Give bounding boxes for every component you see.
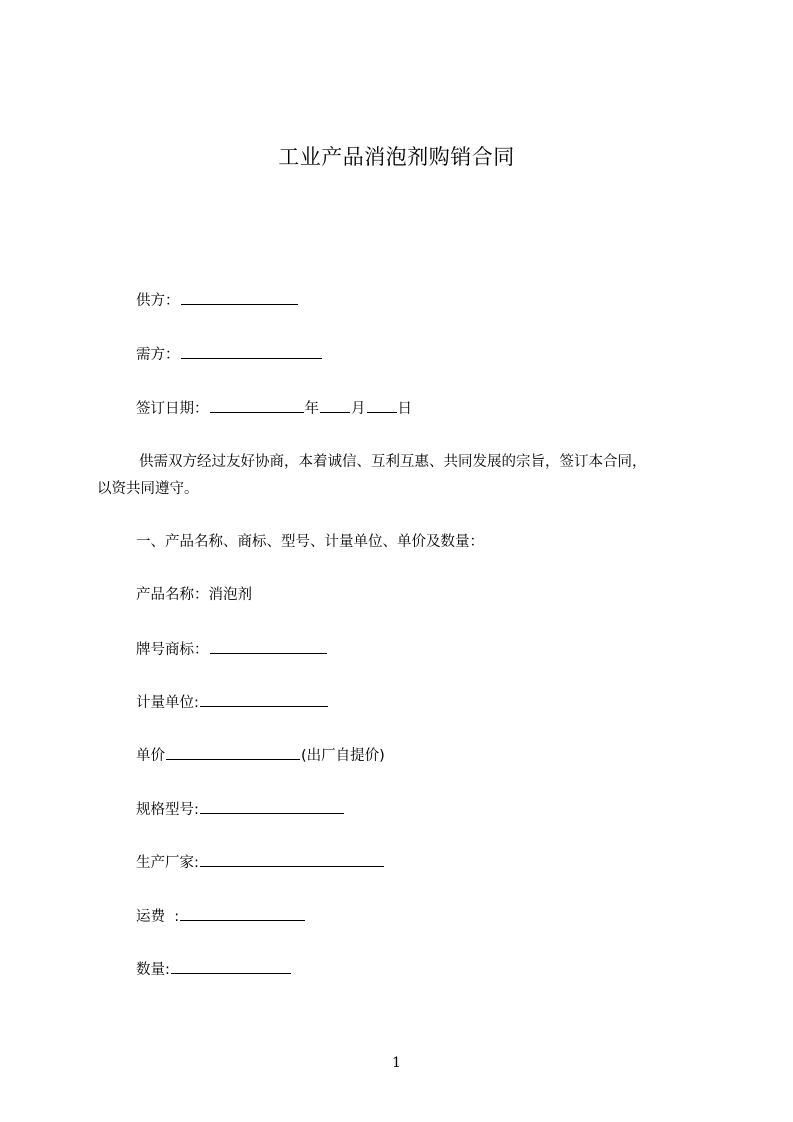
price-label: 单价 [136,748,165,764]
spec-line [136,799,345,820]
document-title: 工业产品消泡剂购销合同 [278,145,515,169]
spec-blank[interactable] [200,799,344,814]
quantity-label: 数量: [136,962,170,978]
quantity-line [136,959,292,980]
brand-blank[interactable] [210,639,327,654]
manufacturer-line [136,852,385,873]
buyer-line [136,344,323,365]
brand-label: 牌号商标： [136,642,209,658]
freight-label: 运费 : [136,909,180,925]
product-name-label: 产品名称： [136,587,209,603]
intro-paragraph [97,449,697,503]
manufacturer-blank[interactable] [200,852,384,867]
price-note: (出厂自提价) [301,748,385,764]
price-blank[interactable] [166,745,300,760]
year-blank[interactable] [210,398,304,413]
sign-date-label: 签订日期： [136,401,209,417]
spec-label: 规格型号: [136,802,199,818]
month-blank[interactable] [320,398,350,413]
supplier-label: 供方： [136,293,180,309]
unit-label: 计量单位: [136,695,199,711]
page-number: 1 [392,1055,401,1071]
buyer-label: 需方： [136,347,180,363]
year-label: 年 [304,401,319,417]
supplier-blank[interactable] [181,290,298,305]
unit-blank[interactable] [200,692,328,707]
intro-line-2: 以资共同遵守。 [97,481,199,497]
unit-line [136,692,329,713]
section1-heading: 一、产品名称、商标、型号、计量单位、单价及数量： [136,534,484,550]
freight-blank[interactable] [180,906,305,921]
day-label: 日 [397,401,412,417]
day-blank[interactable] [367,398,397,413]
quantity-blank[interactable] [171,959,291,974]
buyer-blank[interactable] [181,344,322,359]
intro-line-1: 供需双方经过友好协商，本着诚信、互利互惠、共同发展的宗旨，签订本合同， [139,454,647,470]
brand-line [136,639,328,660]
manufacturer-label: 生产厂家: [136,855,199,871]
price-line [136,745,385,766]
freight-line [136,906,306,927]
product-name-value: 消泡剂 [208,587,252,603]
month-label: 月 [351,401,366,417]
product-name-line [136,585,252,605]
sign-date-line [136,398,412,419]
supplier-line [136,290,299,311]
